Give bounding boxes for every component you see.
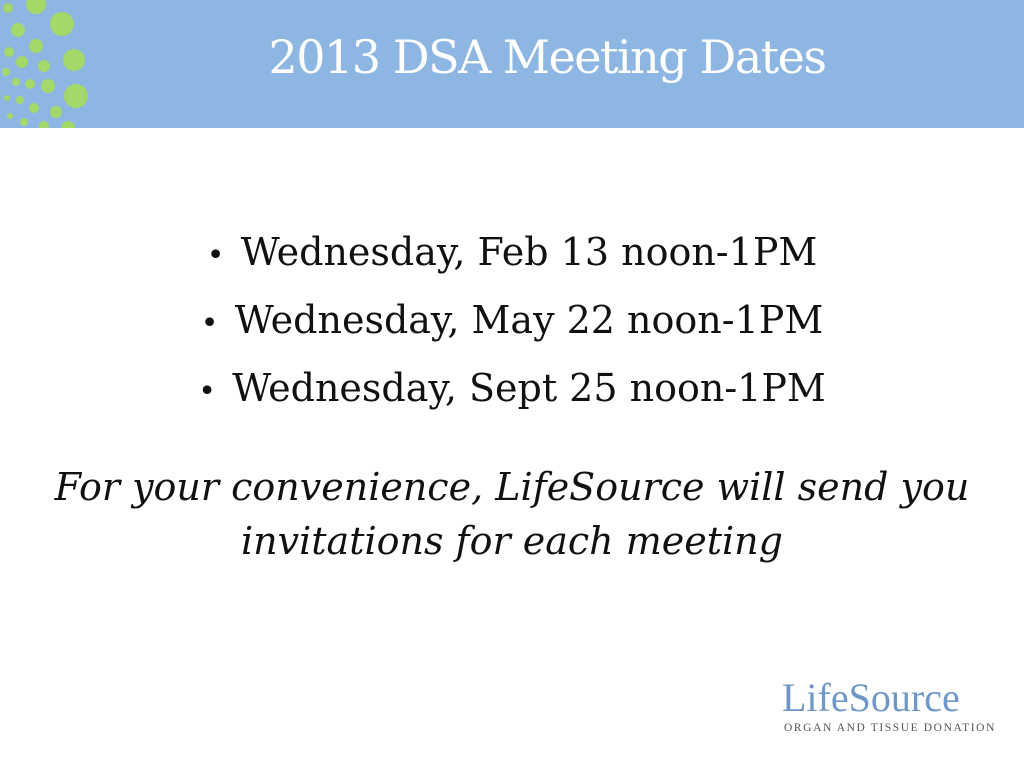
list-item <box>0 288 1024 356</box>
meeting-date-text: Wednesday, Feb 13 noon-1PM <box>240 230 818 274</box>
list-item <box>0 220 1024 288</box>
lifesource-logo <box>782 676 994 740</box>
meeting-dates-list <box>0 220 1024 424</box>
logo-wordmark: LifeSource <box>782 675 960 720</box>
header-band <box>0 0 1024 128</box>
meeting-date-text: Wednesday, Sept 25 noon-1PM <box>232 366 826 410</box>
bullet-icon: • <box>198 374 216 409</box>
list-item <box>0 356 1024 424</box>
bullet-icon: • <box>200 306 219 341</box>
meeting-date-text: Wednesday, May 22 noon-1PM <box>234 298 824 342</box>
invitation-note: For your convenience, LifeSource will send you invitations for each meeting <box>54 465 970 563</box>
slide-title: 2013 DSA Meeting Dates <box>268 30 826 84</box>
logo-tagline: ORGAN AND TISSUE DONATION <box>784 722 996 734</box>
bullet-icon: • <box>206 238 225 273</box>
